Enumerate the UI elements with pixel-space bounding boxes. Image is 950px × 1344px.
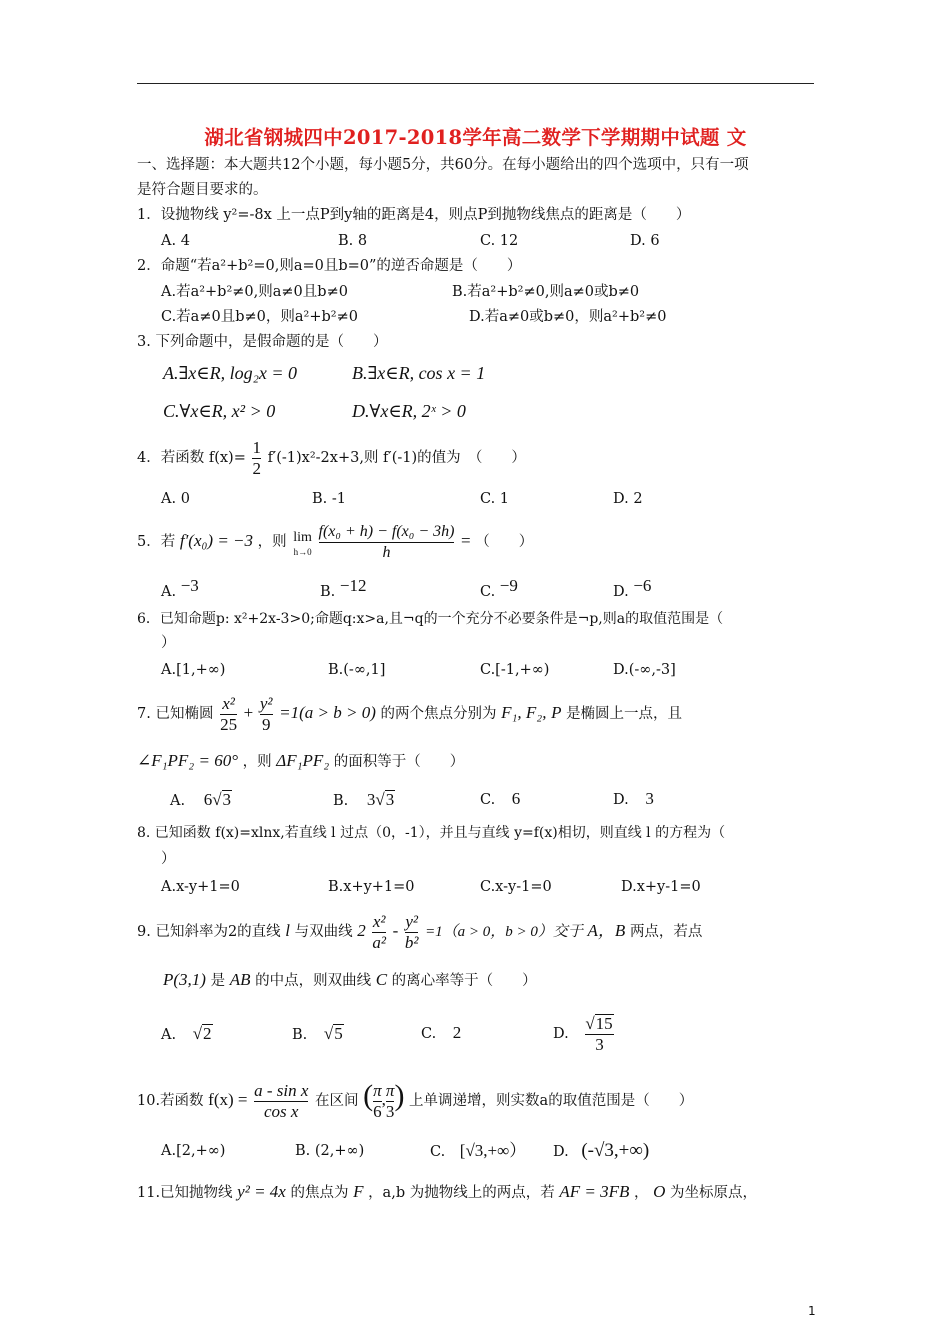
q5-frac-num: f(x₀ + h) − f(x₀ − 3h) <box>318 522 455 540</box>
question-1-stem: 1．设抛物线 y²=-8x 上一点P到y轴的距离是4，则点P到抛物线焦点的距离是（ ） <box>137 207 691 223</box>
q6-option-a: A.[1,+∞) <box>161 662 226 678</box>
q10-mid: 在区间 <box>315 1093 359 1109</box>
q6-option-b: B.(-∞,1] <box>328 662 386 678</box>
q9-frac-y <box>405 912 419 953</box>
q5-mid: ，则 <box>257 534 287 550</box>
q11-prefix: 11.已知抛物线 <box>137 1185 233 1201</box>
q7-eqcond: =1(a > b > 0) <box>279 703 376 722</box>
q9-eqcond: =1（a > 0，b > 0）交于 <box>425 924 583 940</box>
q5-c-value: −9 <box>499 576 518 595</box>
q11-mid: 的焦点为 <box>290 1185 349 1201</box>
q7-b-radical-sign: √ <box>375 790 385 809</box>
q9-a-label: A. <box>161 1027 177 1043</box>
q4-frac-den: 2 <box>252 458 261 478</box>
q9-end: 两点，若点 <box>629 924 703 940</box>
q7-frac-y-den: 9 <box>260 714 273 735</box>
q7-a-radical-sign: √ <box>212 790 222 809</box>
q3-option-c: C.∀x∈R, x² > 0 <box>163 401 276 421</box>
q5-option-d <box>613 576 652 601</box>
question-7-line2 <box>137 752 464 771</box>
question-9-stem <box>137 908 702 955</box>
question-11-stem <box>137 1183 757 1202</box>
q7-point: P <box>551 703 562 722</box>
q10-comma: , <box>381 1090 386 1109</box>
q9-mid1: 与双曲线 <box>294 924 353 940</box>
q10-c-value: [√3,+∞） <box>459 1141 527 1160</box>
q10-d-value: (-√3,+∞) <box>581 1140 650 1161</box>
q7-b-label: B. <box>333 793 349 809</box>
q9-option-a <box>161 1024 213 1044</box>
q10-paren-close: ) <box>394 1079 405 1112</box>
q3-option-a: A.∃x∈R, log₂x = 0 <box>163 363 297 383</box>
q5-equals: = <box>461 531 471 550</box>
q7-triangle: ΔF₁PF₂ <box>276 751 330 770</box>
q9-a-radicand: 2 <box>203 1024 212 1043</box>
q3-option-d: D.∀x∈R, 2ˣ > 0 <box>352 401 466 421</box>
q9-prefix: 9. 已知斜率为2的直线 <box>137 924 281 940</box>
q8-option-c: C.x-y-1=0 <box>480 879 552 895</box>
q7-d-value: 3 <box>645 789 654 808</box>
q5-option-b <box>320 576 367 601</box>
q7-prefix: 7. 已知椭圆 <box>137 706 214 722</box>
q7-plus: + <box>243 703 254 722</box>
q7-frac-y <box>260 694 273 735</box>
q7-option-c <box>480 790 520 809</box>
q8-option-b: B.x+y+1=0 <box>328 879 415 895</box>
q4-prefix: 4．若函数 f(x)= <box>137 450 246 466</box>
q7-option-a <box>170 790 232 810</box>
q10-paren-open: ( <box>363 1079 374 1112</box>
q9-curve-c: 2 <box>357 921 366 940</box>
q7-c-value: 6 <box>511 789 521 808</box>
q10-i2-num: π <box>385 1080 395 1100</box>
q9-d-den: 3 <box>585 1034 613 1055</box>
q7-c-label: C. <box>480 792 496 808</box>
q4-option-d: D. 2 <box>613 491 643 507</box>
q7-end: 是椭圆上一点，且 <box>566 706 683 722</box>
q5-prefix: 5．若 <box>137 534 176 550</box>
q2-option-b: B.若a²+b²≠0,则a≠0或b≠0 <box>452 284 640 300</box>
q10-interval-low <box>373 1081 382 1122</box>
q9-a-radical-sign: √ <box>192 1024 203 1043</box>
q10-i1-num: π <box>373 1080 382 1100</box>
q10-option-b: B. (2,+∞) <box>295 1143 365 1159</box>
question-9-line2 <box>163 971 537 990</box>
q9-segment: AB <box>229 970 251 989</box>
q5-frac-den: h <box>319 542 455 563</box>
q11-vector-eq: AF = 3FB <box>559 1182 630 1201</box>
q9-b-radicand: 5 <box>334 1024 343 1043</box>
q4-option-b: B. -1 <box>312 491 346 507</box>
q9-d-radical-sign: √ <box>585 1013 595 1033</box>
q5-condition: f′(x₀) = −3 <box>179 531 254 550</box>
q5-option-c <box>480 576 518 601</box>
q10-option-d <box>553 1142 649 1161</box>
question-8-stem-cont: ） <box>161 851 176 867</box>
q7-frac-x-den: 25 <box>220 714 238 734</box>
q1-option-b: B. 8 <box>338 233 368 249</box>
q2-option-a: A.若a²+b²≠0,则a≠0且b≠0 <box>161 284 348 300</box>
q5-lim-sub: h→0 <box>293 546 312 557</box>
q5-b-label: B. <box>320 584 336 600</box>
q9-line2-c: C <box>375 970 388 989</box>
q9-d-radicand: 15 <box>595 1013 613 1033</box>
q11-focus: F <box>353 1182 364 1201</box>
q2-option-d: D.若a≠0或b≠0，则a²+b²≠0 <box>469 309 667 325</box>
q7-mid: 的两个焦点分别为 <box>380 706 497 722</box>
q1-option-d: D. 6 <box>630 233 660 249</box>
section-intro-line1: 一、选择题：本大题共12个小题，每小题5分，共60分。在每小题给出的四个选项中，只有一项 <box>137 157 749 173</box>
q5-a-label: A. <box>161 584 177 600</box>
q7-a-coef: 6 <box>203 790 213 809</box>
q5-bracket: （ ） <box>475 534 534 550</box>
q7-option-b <box>333 790 395 810</box>
q9-frac-x <box>372 912 386 953</box>
q11-origin: O <box>653 1182 666 1201</box>
q7-angle: ∠F₁PF₂ = 60° <box>137 751 238 770</box>
q6-option-d: D.(-∞,-3] <box>613 662 676 678</box>
q10-frac-den: cos x <box>254 1101 308 1122</box>
q10-i1-den: 6 <box>373 1101 382 1121</box>
q9-d-label: D. <box>553 1026 569 1042</box>
q9-d-num <box>585 1014 613 1034</box>
section-intro-line2: 是符合题目要求的。 <box>137 182 268 198</box>
q9-line-l: l <box>285 921 291 940</box>
q11-mid3: ， <box>633 1185 649 1201</box>
q10-frac-num: a - sin x <box>254 1080 309 1100</box>
q9-option-d <box>553 1012 616 1056</box>
q7-d-label: D. <box>613 792 629 808</box>
q9-frac-y-den: b² <box>404 932 419 952</box>
q10-d-label: D. <box>553 1144 569 1160</box>
q9-line2-is: 是 <box>210 973 226 989</box>
q9-c-label: C. <box>421 1026 437 1042</box>
q10-c-label: C. <box>430 1144 446 1160</box>
q7-option-d <box>613 790 654 809</box>
q9-line2-end: 的离心率等于（ ） <box>391 973 537 989</box>
q4-suffix: f′(-1)x²-2x+3,则 f′(-1)的值为 （ ） <box>267 450 526 466</box>
q10-fraction <box>254 1081 308 1122</box>
q5-a-value: −3 <box>180 576 199 595</box>
q3-option-b: B.∃x∈R, cos x = 1 <box>352 363 486 383</box>
q4-fraction <box>252 438 261 479</box>
q7-b-coef: 3 <box>366 790 376 809</box>
q1-option-c: C. 12 <box>480 233 519 249</box>
q11-mid2: ，a,b 为抛物线上的两点，若 <box>368 1185 555 1201</box>
q5-b-value: −12 <box>339 576 367 595</box>
question-8-stem: 8. 已知函数 f(x)=xlnx,若直线 l 过点（0，-1），并且与直线 y=f(x)相切，则直线 l 的方程为（ <box>137 825 726 841</box>
question-10-stem <box>137 1073 693 1124</box>
q4-option-a: A. 0 <box>161 491 190 507</box>
q8-option-a: A.x-y+1=0 <box>161 879 240 895</box>
q5-limit <box>293 528 312 557</box>
q2-option-c: C.若a≠0且b≠0，则a²+b²≠0 <box>161 309 358 325</box>
question-5-stem <box>137 518 533 565</box>
question-6-stem: 6．已知命题p: x²+2x-3>0;命题q:x>a,且¬q的一个充分不必要条件是¬p,则a的取值范围是（ <box>137 611 724 627</box>
exam-title: 湖北省钢城四中2017-2018学年高二数学下学期期中试题 文 <box>204 126 747 149</box>
q5-d-label: D. <box>613 584 629 600</box>
q7-line2-then: ，则 <box>242 754 272 770</box>
question-4-stem <box>137 436 526 480</box>
header-rule <box>137 83 814 84</box>
q5-c-label: C. <box>480 584 496 600</box>
question-7-stem <box>137 690 682 737</box>
q9-option-c <box>421 1024 461 1043</box>
q7-foci: F₁, F₂, <box>501 703 547 722</box>
q9-frac-x-num: x² <box>372 911 386 931</box>
q1-option-a: A. 4 <box>161 233 190 249</box>
q7-frac-x <box>220 694 237 735</box>
q9-frac-x-den: a² <box>372 932 386 952</box>
q7-frac-y-num: y² <box>259 693 273 713</box>
question-6-stem-cont: ） <box>161 635 176 651</box>
q11-end: 为坐标原点， <box>669 1185 757 1201</box>
q4-frac-num: 1 <box>252 437 261 457</box>
q9-b-radical-sign: √ <box>323 1024 334 1043</box>
q10-option-a: A.[2,+∞) <box>161 1143 226 1159</box>
q10-i2-den: 3 <box>385 1101 395 1121</box>
q5-fraction <box>319 522 455 563</box>
q9-c-value: 2 <box>452 1023 462 1042</box>
q10-end: 上单调递增，则实数a的取值范围是（ ） <box>409 1093 694 1109</box>
q9-option-b <box>292 1024 344 1044</box>
q5-lim: lim <box>293 529 312 545</box>
q10-prefix: 10.若函数 <box>137 1093 204 1109</box>
question-2-stem: 2．命题“若a²+b²=0,则a=0且b=0”的逆否命题是（ ） <box>137 258 522 274</box>
q4-option-c: C. 1 <box>480 491 510 507</box>
q10-fx: f(x) = <box>208 1090 248 1109</box>
q9-minus: - <box>392 921 399 940</box>
question-3-stem: 3. 下列命题中，是假命题的是（ ） <box>137 334 388 350</box>
q7-a-radicand: 3 <box>222 790 232 809</box>
q8-option-d: D.x+y-1=0 <box>621 879 701 895</box>
q7-frac-x-num: x² <box>222 693 235 713</box>
q9-frac-y-num: y² <box>405 911 418 931</box>
q9-d-fraction <box>585 1014 613 1055</box>
q5-d-value: −6 <box>633 576 652 595</box>
q9-points: A，B <box>587 921 626 940</box>
q5-option-a <box>161 576 199 601</box>
q10-option-c <box>430 1142 526 1161</box>
page-number: 1 <box>808 1304 816 1318</box>
q7-line2-end: 的面积等于（ ） <box>333 754 465 770</box>
q7-b-radicand: 3 <box>385 790 395 809</box>
q9-line2-mid: 的中点，则双曲线 <box>255 973 372 989</box>
q9-midpoint: P(3,1) <box>163 970 206 989</box>
q7-a-label: A. <box>170 793 186 809</box>
q6-option-c: C.[-1,+∞) <box>480 662 550 678</box>
q9-b-label: B. <box>292 1027 308 1043</box>
q11-equation: y² = 4x <box>237 1182 286 1201</box>
